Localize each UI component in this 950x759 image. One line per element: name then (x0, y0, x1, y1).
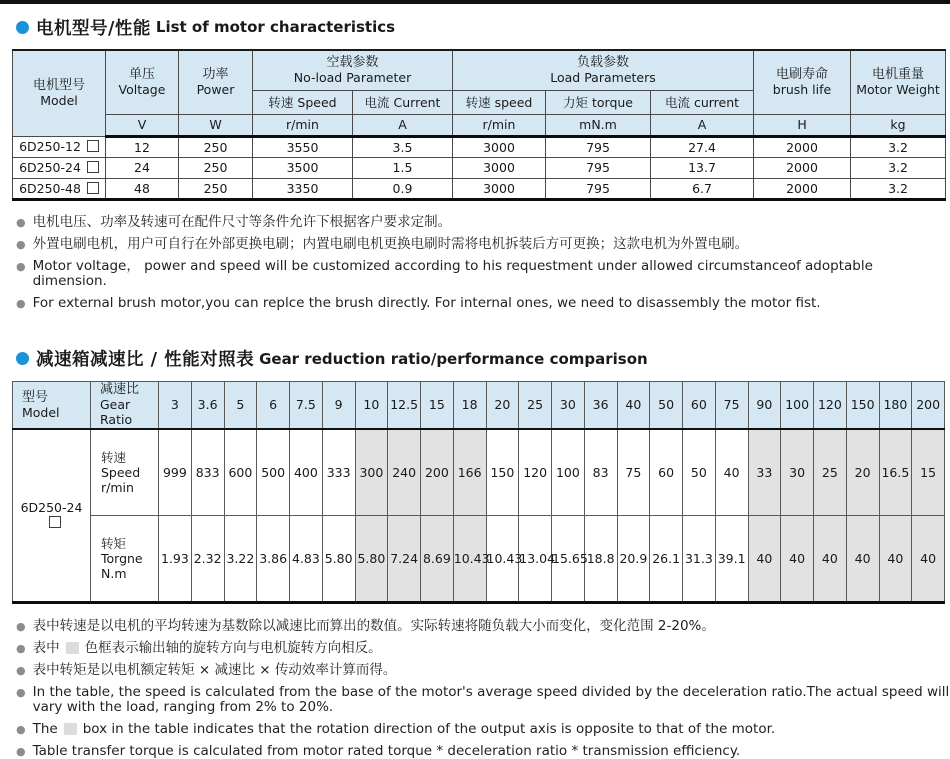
gear-value-cell: 33 (748, 429, 781, 516)
note-text (33, 259, 950, 289)
unit-brush-life: H (754, 114, 851, 136)
value-cell: 795 (546, 136, 651, 157)
model-label: 6D250-24 (19, 160, 81, 175)
value-cell: 0.9 (353, 178, 453, 199)
model-label: 6D250-12 (19, 139, 81, 154)
model-variant-box-icon (87, 182, 99, 194)
col-header-noload-group (253, 50, 453, 90)
note-text-pre: 表中 (32, 640, 60, 656)
gear-value-cell: 600 (224, 429, 257, 516)
gear-value-cell: 1.93 (159, 516, 192, 603)
noload-header-en: No-load Parameter (293, 70, 412, 86)
note-item (16, 237, 950, 252)
ratio-header-cell: 36 (584, 381, 617, 429)
section1-title (16, 15, 950, 39)
note-item (16, 685, 950, 715)
gear-value-cell: 10.43 (486, 516, 519, 603)
gear-value-cell: 8.69 (421, 516, 454, 603)
note-item (16, 259, 950, 289)
note-item (16, 619, 950, 634)
ratio-header-cell: 40 (617, 381, 650, 429)
gear-value-cell: 40 (781, 516, 814, 603)
gear-value-cell: 16.5 (879, 429, 912, 516)
col-header-model (13, 50, 106, 136)
value-cell: 13.7 (651, 157, 754, 178)
value-cell: 27.4 (651, 136, 754, 157)
note-text (33, 663, 397, 678)
value-cell: 3.2 (851, 136, 946, 157)
motor-table-row (13, 157, 946, 178)
gear-value-cell: 40 (912, 516, 945, 603)
note-bullet-icon: ● (16, 723, 26, 736)
motor-notes-list (16, 215, 950, 311)
section1-title-en: List of motor characteristics (155, 18, 396, 36)
value-cell: 795 (546, 178, 651, 199)
gear-value-cell: 5.80 (322, 516, 355, 603)
model-variant-box-icon (87, 161, 99, 173)
gear-value-cell: 500 (257, 429, 290, 516)
load-header-en: Load Parameters (550, 70, 656, 86)
model-cell (13, 178, 106, 199)
row-label-en: Torgne (101, 551, 143, 566)
value-cell: 2000 (754, 178, 851, 199)
model-header-cn: 电机型号 (32, 78, 85, 94)
unit-noload-current: A (353, 114, 453, 136)
ratio-header-cell: 180 (879, 381, 912, 429)
gear-ratio-header-en: Gear Ratio (100, 397, 133, 427)
gear-model-cell (13, 429, 91, 603)
note-bullet-icon: ● (16, 296, 26, 310)
note-item (16, 744, 950, 759)
gear-value-cell: 40 (715, 429, 748, 516)
note-text-content: 表中转矩是以电机额定转矩 × 减速比 × 传动效率计算而得。 (32, 662, 397, 678)
note-bullet-icon: ● (16, 620, 26, 633)
power-header-en: Power (196, 82, 235, 98)
section1-title-cn: 电机型号/性能 (36, 18, 151, 39)
note-text-content: In the table, the speed is calculated from the base of the motor's average speed divided by the deceleration ratio.The actual speed will vary with the load, ranging from 2% to 20%. (32, 684, 950, 715)
gear-value-cell: 50 (683, 429, 716, 516)
gear-value-cell: 25 (814, 429, 847, 516)
unit-power: W (179, 114, 253, 136)
value-cell: 3500 (253, 157, 353, 178)
row-label-en: Speed (101, 464, 141, 480)
value-cell: 250 (179, 157, 253, 178)
gear-value-cell: 150 (486, 429, 519, 516)
note-text-content: 电机电压、功率及转速可在配件尺寸等条件允许下根据客户要求定制。 (32, 213, 452, 230)
note-item (16, 215, 950, 230)
value-cell: 3.5 (353, 136, 453, 157)
top-divider-bar (0, 0, 950, 4)
noload-current-header: 电流 Current (353, 90, 453, 114)
ratio-header-cell: 120 (814, 381, 847, 429)
note-bullet-icon: ● (16, 642, 26, 655)
gear-value-cell: 39.1 (715, 516, 748, 603)
gear-value-cell: 10.43 (453, 516, 486, 603)
note-text-post: 色框表示输出轴的旋转方向与电机旋转方向相反。 (84, 640, 382, 656)
noload-header-cn: 空载参数 (326, 55, 379, 71)
model-label: 6D250-24 (20, 500, 83, 516)
value-cell: 795 (546, 157, 651, 178)
gear-value-cell: 5.80 (355, 516, 388, 603)
unit-voltage: V (106, 114, 179, 136)
power-header-cn: 功率 (202, 67, 229, 83)
note-text-content: 外置电刷电机，用户可自行在外部更换电刷；内置电刷电机更换电刷时需将电机拆装后方可更换；这款电机为外置电刷。 (32, 235, 749, 252)
value-cell: 24 (106, 157, 179, 178)
header-group-row (13, 50, 946, 90)
value-cell: 3350 (253, 178, 353, 199)
note-text (33, 237, 749, 252)
row-label-cell (91, 429, 159, 516)
ratio-header-cell: 20 (486, 381, 519, 429)
gear-value-cell: 40 (879, 516, 912, 603)
motor-table-row (13, 136, 946, 157)
value-cell: 3550 (253, 136, 353, 157)
note-bullet-icon: ● (16, 745, 26, 758)
col-header-gear-ratio (91, 381, 159, 429)
motor-characteristics-table (12, 49, 946, 201)
note-text-post: box in the table indicates that the rotation direction of the output axis is opposite to that of the motor. (82, 721, 776, 737)
gear-value-cell: 83 (584, 429, 617, 516)
note-bullet-icon: ● (16, 215, 26, 229)
brush-header-en: brush life (772, 82, 832, 98)
value-cell: 12 (106, 136, 179, 157)
gear-value-cell: 300 (355, 429, 388, 516)
value-cell: 48 (106, 178, 179, 199)
value-cell: 250 (179, 178, 253, 199)
row-label-unit: r/min (101, 479, 134, 495)
model2-header-en: Model (22, 404, 60, 420)
voltage-header-cn: 单压 (128, 67, 155, 83)
section2-title-cn: 减速箱减速比 / 性能对照表 (36, 350, 255, 370)
brush-header-cn: 电刷寿命 (776, 67, 829, 83)
gear-value-cell: 3.22 (224, 516, 257, 603)
gear-value-cell: 60 (650, 429, 683, 516)
row-label-cn: 转速 (101, 449, 127, 465)
note-text-content: 表中转速是以电机的平均转速为基数除以减速比而算出的数值。实际转速将随负载大小而变化，变化范围 2-20%。 (32, 618, 715, 634)
motor-table-row (13, 178, 946, 199)
motor-table-body (13, 136, 946, 199)
note-text-content: Table transfer torque is calculated from motor rated torque * deceleration ratio * transmission efficiency. (32, 743, 741, 759)
gear-value-cell: 4.83 (290, 516, 323, 603)
ratio-header-row (13, 381, 945, 429)
note-bullet-icon: ● (16, 237, 26, 251)
row-label-cell (91, 516, 159, 603)
ratio-header-cell: 3.6 (191, 381, 224, 429)
gear-value-cell: 120 (519, 429, 552, 516)
value-cell: 2000 (754, 157, 851, 178)
gear-value-cell: 3.86 (257, 516, 290, 603)
value-cell: 2000 (754, 136, 851, 157)
value-cell: 6.7 (651, 178, 754, 199)
ratio-header-cell: 60 (683, 381, 716, 429)
gear-value-cell: 40 (814, 516, 847, 603)
load-header-cn: 负载参数 (577, 55, 630, 71)
gear-value-cell: 999 (159, 429, 192, 516)
ratio-header-cell: 18 (453, 381, 486, 429)
value-cell: 3.2 (851, 178, 946, 199)
note-text-content: For external brush motor,you can replce the brush directly. For internal ones, we need to disassembly the motor fist. (32, 294, 821, 311)
value-cell: 3.2 (851, 157, 946, 178)
weight-header-cn: 电机重量 (872, 67, 925, 83)
gear-value-cell: 40 (748, 516, 781, 603)
col-header-brush-life (754, 50, 851, 114)
gear-value-cell: 20 (846, 429, 879, 516)
note-item (16, 663, 950, 678)
ratio-header-cell: 30 (552, 381, 585, 429)
gear-value-cell: 166 (453, 429, 486, 516)
row-label-unit: N.m (101, 566, 127, 581)
gear-value-cell: 15 (912, 429, 945, 516)
model-cell (13, 136, 106, 157)
model-variant-box-icon (87, 140, 99, 152)
gear-value-cell: 400 (290, 429, 323, 516)
unit-load-torque: mN.m (546, 114, 651, 136)
ratio-header-cell: 7.5 (290, 381, 323, 429)
gear-value-cell: 31.3 (683, 516, 716, 603)
note-item (16, 641, 950, 656)
note-text (33, 619, 715, 634)
note-text (33, 744, 741, 759)
load-current-header: 电流 current (651, 90, 754, 114)
ratio-header-cell: 12.5 (388, 381, 421, 429)
note-text (33, 641, 382, 656)
ratio-header-cell: 15 (421, 381, 454, 429)
gear-table-body (13, 429, 945, 603)
note-text-pre: The (32, 721, 58, 737)
ratio-header-cell: 150 (846, 381, 879, 429)
gear-value-cell: 333 (322, 429, 355, 516)
note-text (33, 296, 821, 311)
ratio-header-cell: 10 (355, 381, 388, 429)
gear-value-cell: 200 (421, 429, 454, 516)
load-speed-header: 转速 speed (453, 90, 546, 114)
gear-value-cell: 75 (617, 429, 650, 516)
gear-table-row (13, 516, 945, 603)
note-item (16, 296, 950, 311)
ratio-header-cell: 100 (781, 381, 814, 429)
model-variant-box-icon (49, 516, 61, 528)
section2-title (16, 347, 950, 371)
blue-bullet-icon (16, 352, 29, 365)
model2-header-cn: 型号 (22, 389, 49, 405)
gear-value-cell: 240 (388, 429, 421, 516)
ratio-header-cell: 90 (748, 381, 781, 429)
ratio-header-cell: 5 (224, 381, 257, 429)
model-cell (13, 157, 106, 178)
ratio-header-cell: 3 (159, 381, 192, 429)
value-cell: 3000 (453, 178, 546, 199)
unit-weight: kg (851, 114, 946, 136)
voltage-header-en: Voltage (118, 82, 166, 98)
col-header-power (179, 50, 253, 114)
value-cell: 3000 (453, 136, 546, 157)
model-header-en: Model (40, 93, 78, 109)
ratio-header-cell: 9 (322, 381, 355, 429)
note-text (33, 685, 950, 715)
gear-notes-list (16, 619, 950, 759)
note-text (33, 722, 776, 737)
blue-bullet-icon (16, 21, 29, 34)
gear-value-cell: 100 (552, 429, 585, 516)
note-bullet-icon: ● (16, 664, 26, 677)
ratio-header-cell: 75 (715, 381, 748, 429)
value-cell: 3000 (453, 157, 546, 178)
gear-value-cell: 40 (846, 516, 879, 603)
note-bullet-icon: ● (16, 686, 26, 699)
gear-ratio-table (12, 381, 945, 605)
gray-legend-box-icon (66, 642, 79, 654)
ratio-header-cell: 6 (257, 381, 290, 429)
gear-value-cell: 13.04 (519, 516, 552, 603)
ratio-header-cell: 50 (650, 381, 683, 429)
note-bullet-icon: ● (16, 259, 26, 273)
gear-value-cell: 2.32 (191, 516, 224, 603)
col-header-load-group (453, 50, 754, 90)
gear-value-cell: 30 (781, 429, 814, 516)
value-cell: 250 (179, 136, 253, 157)
note-text (33, 215, 452, 230)
note-text-content: Motor voltage， power and speed will be customized according to his requestment under allowed circumstanceof adoptable dimension. (32, 257, 873, 289)
gear-value-cell: 20.9 (617, 516, 650, 603)
col-header-motor-weight (851, 50, 946, 114)
gear-value-cell: 26.1 (650, 516, 683, 603)
unit-load-speed: r/min (453, 114, 546, 136)
gear-ratio-header-cn: 减速比 (100, 382, 140, 397)
noload-speed-header: 转速 Speed (253, 90, 353, 114)
value-cell: 1.5 (353, 157, 453, 178)
gear-value-cell: 18.8 (584, 516, 617, 603)
model-label: 6D250-48 (19, 180, 81, 196)
gear-table-row (13, 429, 945, 516)
weight-header-en: Motor Weight (856, 82, 940, 98)
col-header-voltage (106, 50, 179, 114)
section2-title-en: Gear reduction ratio/performance comparison (259, 349, 648, 368)
gear-value-cell: 833 (191, 429, 224, 516)
load-torque-header: 力矩 torque (546, 90, 651, 114)
unit-load-current: A (651, 114, 754, 136)
gear-value-cell: 7.24 (388, 516, 421, 603)
gear-value-cell: 15.65 (552, 516, 585, 603)
header-units-row (13, 114, 946, 136)
ratio-header-cell: 25 (519, 381, 552, 429)
ratio-header-cell: 200 (912, 381, 945, 429)
col-header-model2 (13, 381, 91, 429)
note-item (16, 722, 950, 737)
row-label-cn: 转矩 (101, 536, 127, 551)
unit-noload-speed: r/min (253, 114, 353, 136)
